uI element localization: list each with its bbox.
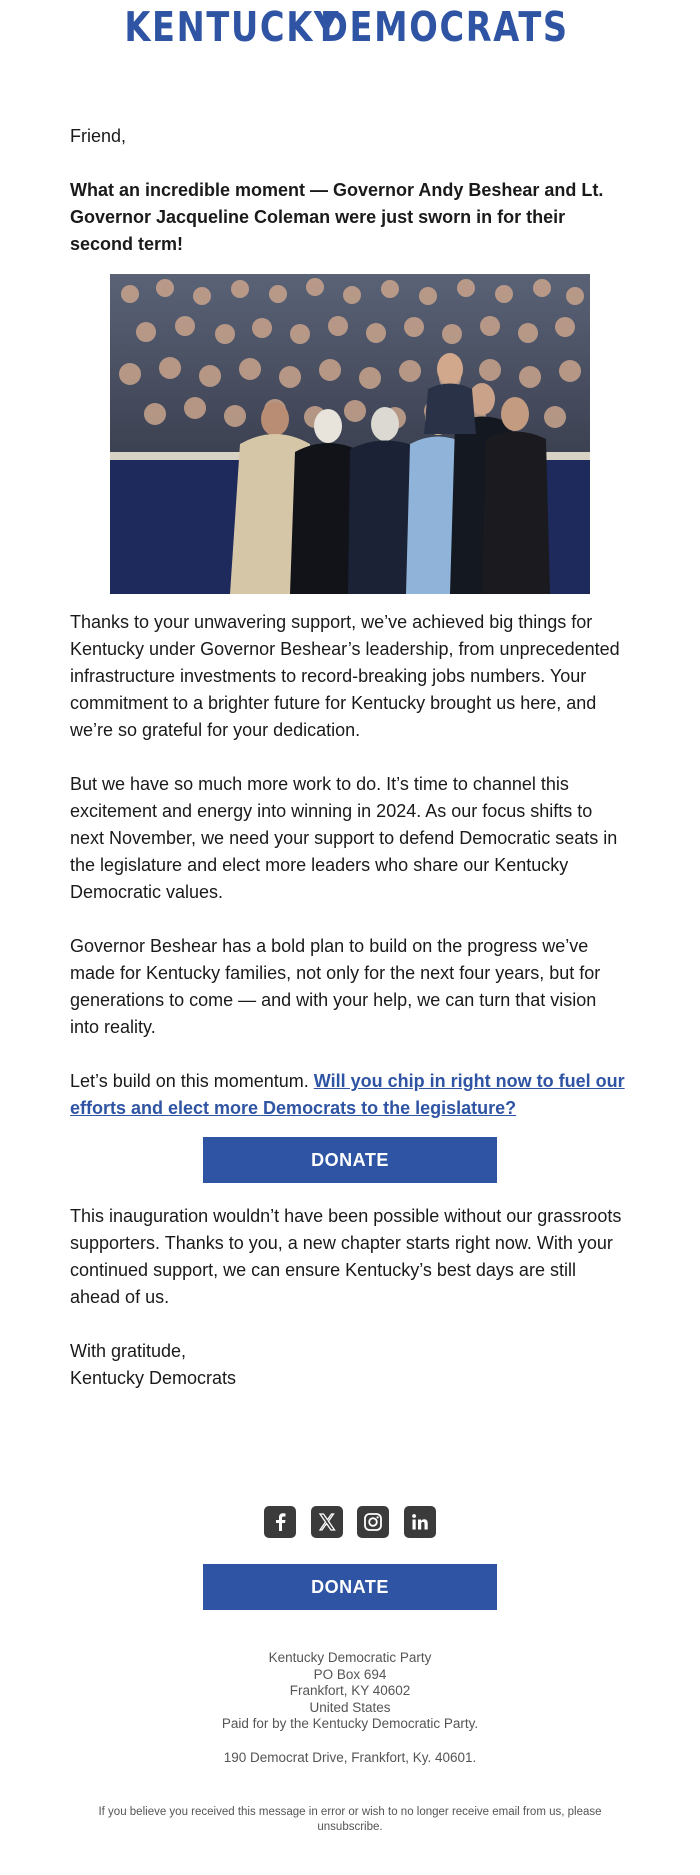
inauguration-photo [110,274,590,594]
paragraph-support: Thanks to your unwavering support, we’ve achieved big things for Kentucky under Governor Beshear’s leadership, from unprecedented infrastructure investments to record-breaking jobs numbers. Your commitment to a brighter future for Kentucky brought us here, and we’re so grateful for your dedication. [70,612,620,740]
logo-word-democrats: DEMOCRATS [319,3,569,51]
facebook-glyph [269,1511,291,1533]
facebook-icon[interactable] [264,1506,296,1538]
footer-address [0,1650,700,1733]
paragraph-bold-plan: Governor Beshear has a bold plan to build on the progress we’ve made for Kentucky families, not only for the next four years, but for generations to come — and with your help, we can turn that vision into reality. [70,936,601,1037]
org-name: Kentucky Democratic Party [268,1650,432,1665]
unsubscribe-notice[interactable]: If you believe you received this message in error or wish to no longer receive email from us, please unsubscribe. [98,1806,602,1833]
country: United States [309,1699,391,1715]
instagram-icon[interactable] [357,1506,389,1538]
cta-intro: Let’s build on this momentum. [70,1071,314,1091]
city-state: Frankfort, KY 40602 [289,1683,411,1698]
paragraph-cta [70,1068,630,1122]
greeting: Friend, [70,126,127,146]
chip-in-link[interactable]: Will you chip in right now to fuel our efforts and elect more Democrats to the legislature? [70,1071,625,1118]
signoff: With gratitude, [70,1341,187,1361]
social-links [264,1506,436,1540]
x-glyph [317,1512,337,1532]
linkedin-icon[interactable] [404,1506,436,1538]
logo-word-kentucky: KENTUCKY [124,3,340,51]
inauguration-photo-illustration [110,274,590,594]
x-twitter-icon[interactable] [311,1506,343,1538]
footer-donate-button[interactable]: DONATE [203,1564,497,1610]
kentucky-democrats-logo[interactable] [84,4,616,50]
street-address: 190 Democrat Drive, Frankfort, Ky. 40601. [223,1750,477,1765]
linkedin-glyph [409,1511,431,1533]
paragraph-grassroots: This inauguration wouldn’t have been possible without our grassroots supporters. Thanks to you, a new chapter starts right now. With your continued support, we can ensure Kentucky’s best days are still ahead of us. [70,1206,622,1307]
po-box: PO Box 694 [313,1666,387,1682]
donate-button[interactable]: DONATE [203,1137,497,1183]
instagram-glyph [362,1511,384,1533]
email-header [0,0,700,55]
paragraph-more-work: But we have so much more work to do. It’s time to channel this excitement and energy into winning in 2024. As our focus shifts to next November, we need your support to defend Democratic seats in the legislature and elect more leaders who share our Kentucky Democratic values. [70,774,618,902]
paid-for-disclaimer: Paid for by the Kentucky Democratic Party. [221,1716,479,1731]
signature: Kentucky Democrats [70,1368,237,1388]
headline: What an incredible moment — Governor Andy Beshear and Lt. Governor Jacqueline Coleman were just sworn in for their second term! [70,180,604,254]
